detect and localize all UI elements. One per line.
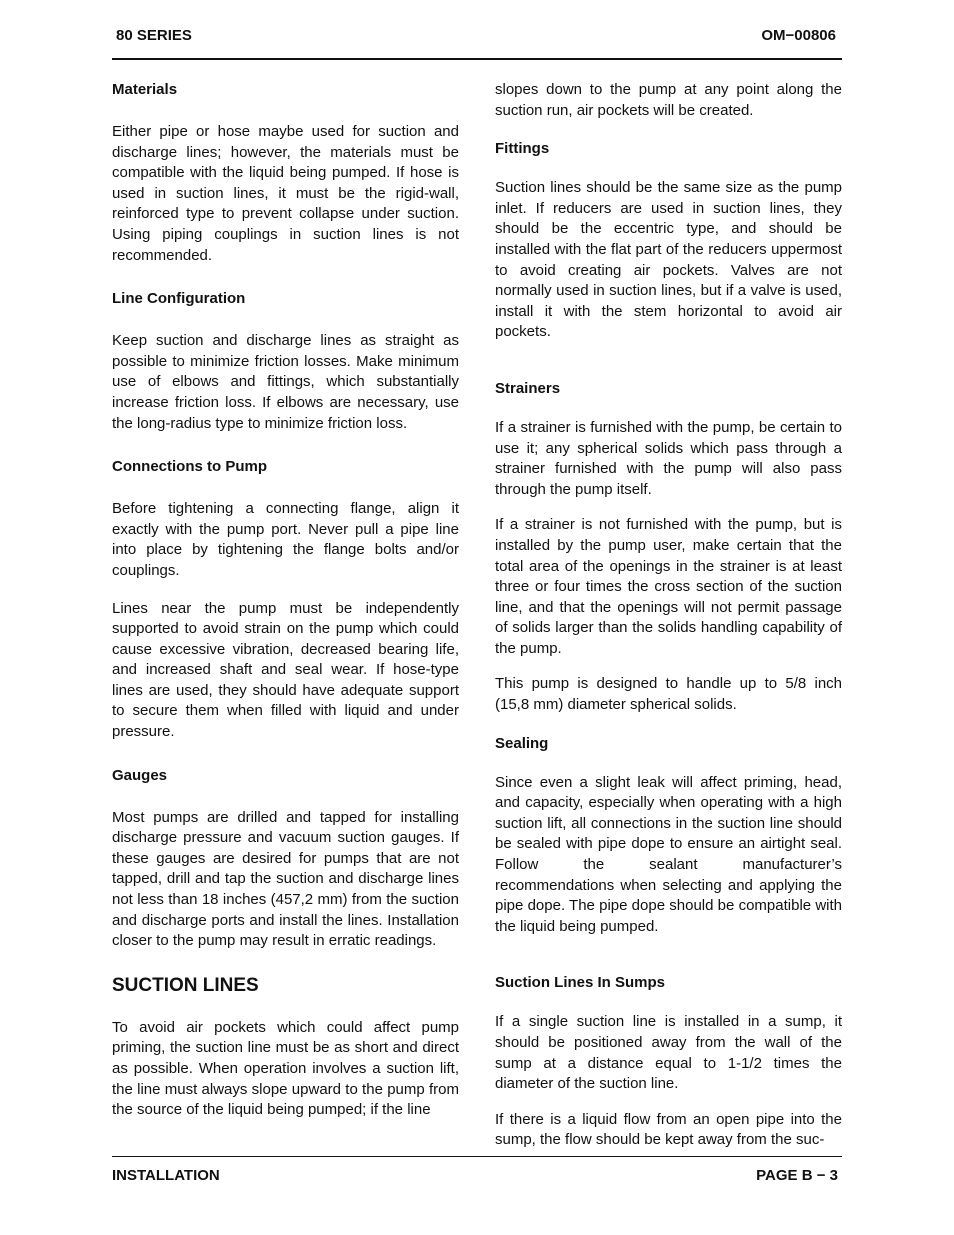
- line-configuration-heading: Line Configuration: [112, 290, 246, 308]
- materials-heading: Materials: [112, 81, 178, 98]
- section-label: INSTALLATION: [112, 1167, 220, 1184]
- sealing-heading: Sealing: [495, 734, 549, 752]
- strainers-heading: Strainers: [495, 379, 561, 397]
- strainers-paragraph-3: This pump is designed to handle up to 5/8 inch (15,8 mm) diameter spherical solids.: [495, 675, 842, 714]
- suction-lines-in-sumps-heading: Suction Lines In Sumps: [495, 974, 666, 992]
- sealing-paragraph: Since even a slight leak will affect priming, head, and capacity, especially when operating with a high suction lift, all connections in the suction line should be sealed with pipe dope to ensure an airtight seal. Follow the sealant manufacturer’s recommendations when selecting and applying the pipe dope. The pipe dope should be compatible with the liquid being pumped.: [495, 773, 842, 935]
- line-configuration-paragraph: Keep suction and discharge lines as straight as possible to minimize friction losses. Make minimum use of elbows and fittings, which substantially increase friction loss. If elbows are necessary, use the long-radius type to minimize friction loss.: [112, 332, 459, 432]
- materials-paragraph: Either pipe or hose maybe used for suction and discharge lines; however, the materials must be compatible with the liquid being pumped. If hose is used in suction lines, it must be the rigid-wall, reinforced type to prevent collapse under suction. Using piping couplings in suction lines is not recommended.: [112, 123, 459, 264]
- page-footer: [112, 1156, 842, 1197]
- strainers-paragraph-1: If a strainer is furnished with the pump, be certain to use it; any spherical solids which pass through a strainer furnished with the pump will also pass through the pump itself.: [495, 418, 842, 498]
- left-column: [112, 80, 459, 1121]
- suction-lines-section-title: SUCTION LINES: [112, 974, 259, 996]
- page-header: [112, 0, 842, 60]
- sumps-paragraph-2: If there is a liquid flow from an open pipe into the sump, the flow should be kept away from the suc-: [495, 1110, 842, 1149]
- right-column: [495, 80, 842, 1151]
- connections-heading: Connections to Pump: [112, 458, 267, 476]
- fittings-heading: Fittings: [495, 140, 550, 158]
- fittings-paragraph: Suction lines should be the same size as the pump inlet. If reducers are used in suction lines, they should be the eccentric type, and should be installed with the flat part of the reducers uppermost to avoid creating air pockets. Valves are not normally used in suction lines, but if a valve is used, install it with the stem horizontal to avoid air pockets.: [495, 179, 842, 341]
- sumps-paragraph-1: If a single suction line is installed in a sump, it should be positioned away from the wall of the sump at a distance equal to 1-1/2 times the diameter of the suction line.: [495, 1013, 842, 1093]
- suction-lines-continued-paragraph: slopes down to the pump at any point along the suction run, air pockets will be created.: [495, 81, 842, 119]
- connections-paragraph-2: Lines near the pump must be independently supported to avoid strain on the pump which could cause excessive vibration, decreased bearing life, and increased shaft and seal wear. If hose-type lines are used, they should have adequate support to secure them when filled with liquid and under pressure.: [112, 599, 459, 741]
- suction-lines-paragraph: To avoid air pockets which could affect pump priming, the suction line must be as short and direct as possible. When operation involves a suction lift, the line must always slope upward to the pump from the source of the liquid being pumped; if the line: [112, 1018, 459, 1119]
- series-label: 80 SERIES: [116, 27, 192, 44]
- strainers-paragraph-2: If a strainer is not furnished with the pump, but is installed by the pump user, make certain that the total area of the openings in the strainer is at least three or four times the cross section of the suction line, and that the openings will not permit passage of solids larger than the solids handling capability of the pump.: [495, 516, 842, 657]
- gauges-heading: Gauges: [112, 766, 168, 784]
- gauges-paragraph: Most pumps are drilled and tapped for installing discharge pressure and vacuum suction gauges. If these gauges are desired for pumps that are not tapped, drill and tap the suction and discharge lines not less than 18 inches (457,2 mm) from the suction and discharge ports and install the lines. Installation closer to the pump may result in erratic readings.: [112, 808, 459, 950]
- connections-paragraph-1: Before tightening a connecting flange, align it exactly with the pump port. Never pull a pipe line into place by tightening the flange bolts and/or couplings.: [112, 500, 459, 579]
- document-number: OM−00806: [761, 27, 836, 44]
- page-number: PAGE B − 3: [756, 1167, 838, 1184]
